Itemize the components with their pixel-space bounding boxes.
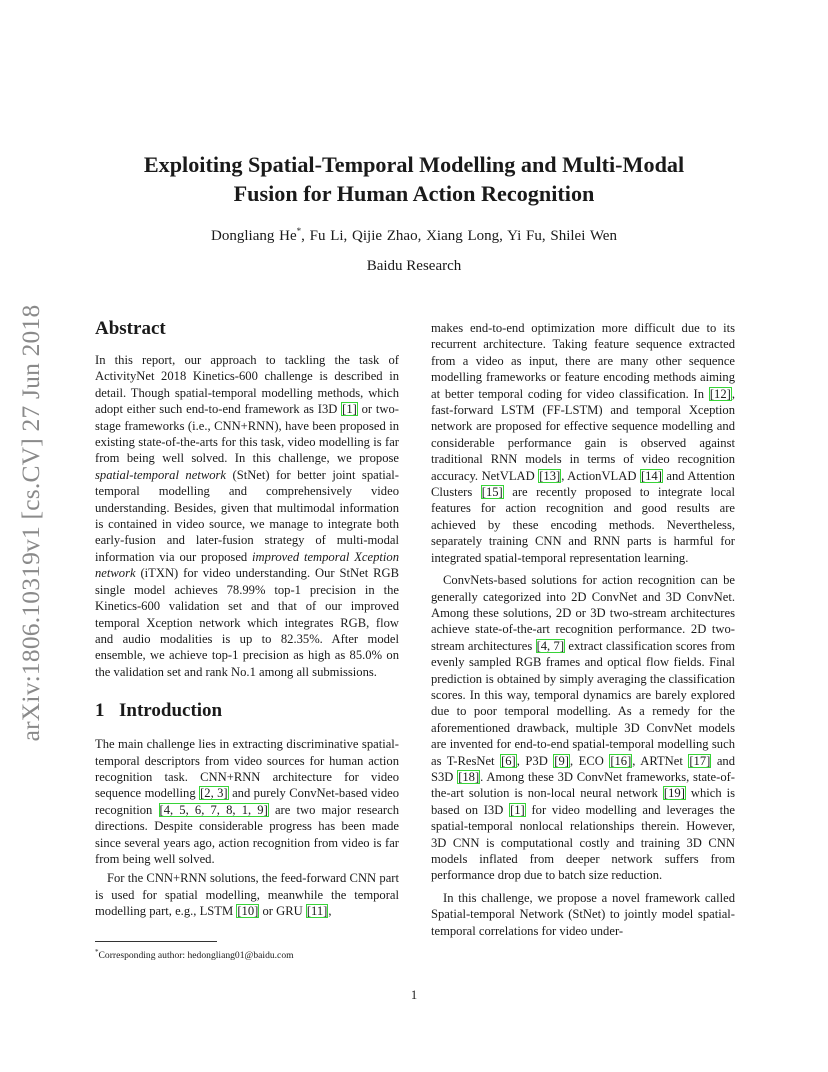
arxiv-identifier-stamp bbox=[14, 288, 48, 758]
body-text: , ARTNet bbox=[632, 753, 683, 768]
first-author: Dongliang He bbox=[211, 228, 297, 244]
citation-link[interactable]: [16] bbox=[610, 753, 632, 768]
citation-link[interactable]: [4, 5, 6, 7, 8, 1, 9] bbox=[159, 802, 268, 817]
body-text: , ActionVLAD bbox=[561, 468, 637, 483]
body-text: , ECO bbox=[569, 753, 604, 768]
body-text: , P3D bbox=[516, 753, 548, 768]
right-column bbox=[431, 320, 735, 939]
body-text: and purely ConvNet-based video recognition bbox=[95, 786, 400, 817]
citation-link[interactable]: [18] bbox=[458, 769, 480, 784]
abstract-emphasis: spatial-temporal network bbox=[95, 467, 227, 482]
title-line-2: Fusion for Human Action Recognition bbox=[233, 181, 595, 206]
body-text: , fast-forward LSTM (FF-LSTM) and temporal Xception network are proposed for effective sequence modelling and considerable performance gain is observed against traditional RNN models in terms of video recognition accuracy. NetVLAD bbox=[431, 386, 735, 483]
right-paragraph-1 bbox=[431, 320, 735, 566]
author-list bbox=[100, 226, 728, 245]
body-text: are two major research directions. Despite considerable progress has been made since several years ago, action recognition from video is far from being well solved. bbox=[95, 802, 399, 866]
abstract-text: In this report, our approach to tackling the task of ActivityNet 2018 Kinetics-600 challenge is described in detail. Though spatial-temporal modelling methods, which adopt either such end-to-end framework as I3D bbox=[95, 353, 399, 417]
abstract-heading: Abstract bbox=[95, 318, 166, 339]
corresponding-author-mark: * bbox=[296, 226, 302, 236]
footnote-divider bbox=[95, 941, 217, 942]
citation-link[interactable]: [1] bbox=[342, 402, 357, 417]
body-text: for video modelling and leverages the spatial-temporal nonlocal relationships therein. However, 3D CNN is computational costly and training 3D CNN models inflated from deeper network suffers from performance drop due to batch size reduction. bbox=[431, 802, 735, 883]
section-number: 1 bbox=[95, 700, 105, 722]
citation-link[interactable]: [15] bbox=[481, 485, 503, 500]
arxiv-identifier-text: arXiv:1806.10319v1 [cs.CV] 27 Jun 2018 bbox=[16, 304, 45, 742]
other-authors: , Fu Li, Qijie Zhao, Xiang Long, Yi Fu, Shilei Wen bbox=[301, 228, 617, 244]
citation-link[interactable]: [11] bbox=[306, 904, 328, 919]
body-text: ConvNets-based solutions for action recognition can be generally categorized into 2D ConvNet and 3D ConvNet. Among these solutions, 2D or 3D two-stream architectures achieve state-of-the-art recognition performance. 2D two-stream architectures bbox=[431, 573, 735, 653]
footnote-text: Corresponding author: hedongliang01@baidu.com bbox=[98, 950, 294, 962]
citation-link[interactable]: [1] bbox=[510, 802, 525, 817]
introduction-heading bbox=[95, 700, 399, 722]
abstract-text: (iTXN) for video understanding. Our StNet RGB single model achieves 78.99% top-1 precision in the Kinetics-600 validation set and that of our improved temporal Xception network which integrates RGB, flow and audio modalities is up to 82.35%. After model ensemble, we achieve top-1 precision as high as 85.0% on the validation set and rank No.1 among all submissions. bbox=[95, 566, 399, 679]
citation-link[interactable]: [13] bbox=[539, 468, 561, 483]
right-paragraph-2 bbox=[431, 572, 735, 884]
abstract-text: or two-stage frameworks (i.e., CNN+RNN), have been proposed in existing state-of-the-arts for this task, video modelling is far from being well solved. In this challenge, we propose bbox=[95, 402, 399, 466]
body-text: The main challenge lies in extracting discriminative spatial-temporal descriptors from video sources for human action recognition task. CNN+RNN architecture for video sequence modelling bbox=[95, 737, 399, 801]
body-text: and S3D bbox=[431, 753, 736, 784]
body-text: are recently proposed to integrate local features for action recognition and good results are achieved by these encoding methods. Nevertheless, separately training CNN and RNN parts is harmful for integrated spatial-temporal representation learning. bbox=[431, 485, 736, 565]
abstract-emphasis: improved temporal Xception network bbox=[95, 549, 399, 581]
citation-link[interactable]: [4, 7] bbox=[536, 638, 565, 653]
title-line-1: Exploiting Spatial-Temporal Modelling and Multi-Modal bbox=[143, 152, 685, 177]
body-text: For the CNN+RNN solutions, the feed-forward CNN part is used for spatial modelling, meanwhile the temporal modelling part, e.g., LSTM bbox=[95, 871, 399, 919]
body-text: which is based on I3D bbox=[431, 786, 735, 817]
citation-link[interactable]: [10] bbox=[237, 904, 259, 919]
body-text: or GRU bbox=[262, 904, 303, 919]
citation-link[interactable]: [14] bbox=[640, 468, 662, 483]
intro-paragraph-2 bbox=[95, 870, 399, 919]
section-title: Introduction bbox=[119, 700, 223, 722]
page-number: 1 bbox=[410, 988, 418, 1002]
intro-paragraph-1 bbox=[95, 736, 399, 867]
citation-link[interactable]: [17] bbox=[689, 753, 711, 768]
body-text: , bbox=[328, 904, 332, 919]
body-text: . Among these 3D ConvNet frameworks, state-of-the-art solution is non-local neural network bbox=[431, 769, 735, 801]
footnote bbox=[95, 946, 415, 962]
paper-title bbox=[100, 150, 728, 208]
citation-link[interactable]: [6] bbox=[501, 753, 516, 768]
abstract-paragraph bbox=[95, 352, 399, 680]
citation-link[interactable]: [12] bbox=[709, 386, 731, 401]
body-text: extract classification scores from evenly sampled RGB frames and optical flow fields. Final prediction is obtained by simply averaging the classification scores. In this way, temporal dynamics are barely explored due to poor temporal modelling. As a remedy for the aforementioned drawback, multiple 3D ConvNet models are invented for end-to-end spatial-temporal modelling such as T-ResNet bbox=[431, 638, 735, 768]
left-column bbox=[95, 318, 399, 920]
affiliation: Baidu Research bbox=[366, 258, 462, 274]
body-text: makes end-to-end optimization more difficult due to its recurrent architecture. Taking feature sequence extracted from a video as input, there are many other sequence modelling frameworks or feature encoding methods aiming at better temporal coding for video classification. In bbox=[431, 321, 735, 401]
citation-link[interactable]: [2, 3] bbox=[200, 786, 228, 801]
footnote-mark: * bbox=[95, 948, 99, 956]
citation-link[interactable]: [19] bbox=[663, 786, 685, 801]
citation-link[interactable]: [9] bbox=[554, 753, 569, 768]
right-paragraph-3: In this challenge, we propose a novel framework called Spatial-temporal Network (StNet) to jointly model spatial-temporal correlations for video under- bbox=[431, 890, 735, 938]
abstract-text: (StNet) for better joint spatial-temporal modelling and comprehensively video understanding. Besides, given that multimodal information is contained in video source, we manage to integrate both early-fusion and later-fusion strategy of multi-modal information via our proposed bbox=[95, 467, 399, 564]
body-text: and Attention Clusters bbox=[431, 468, 735, 500]
